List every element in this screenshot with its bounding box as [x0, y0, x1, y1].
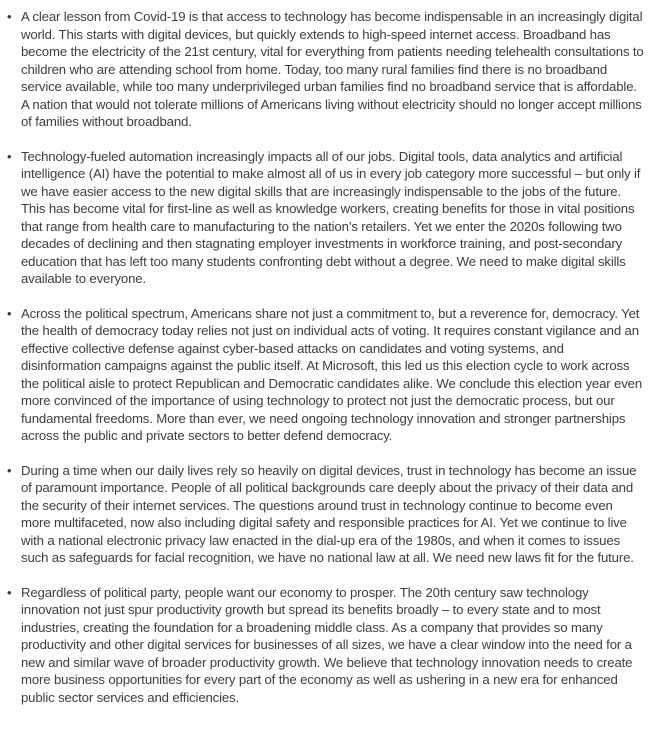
bullet-text: Technology-fueled automation increasingly impacts all of our jobs. Digital tools, data analytics and artificial intelligence (AI) have the potential to make almost all of us in every job category more successful – but only if we have easier access to the new digital skills that are increasingly indispensable to the jobs of the future. This has become vital for first-line as well as knowledge workers, creating benefits for those in vital positions that range from health care to manufacturing to the nation’s retailers. Yet we enter the 2020s following two decades of declining and then stagnating employer investments in workforce training, and post-secondary education that has left too many students confronting debt without a degree. We need to make digital skills available to everyone.	[21, 148, 641, 286]
bullet-item-economy-prosperity	[7, 584, 645, 707]
bullet-dot-icon: •	[7, 305, 12, 321]
bullet-item-trust-privacy	[7, 462, 645, 567]
bullet-item-covid-technology	[7, 8, 645, 131]
bullet-text: Across the political spectrum, Americans share not just a commitment to, but a reverence for, democracy. Yet the health of democracy today relies not just on individual acts of voting. It requires constant vigilance and an effective collective defense against cyber-based attacks on candidates and voting systems, and disinformation campaigns against the public itself. At Microsoft, this led us this election cycle to work across the political aisle to protect Republican and Democratic candidates alike. We conclude this election year even more convinced of the importance of using technology to protect not just the democratic process, but our fundamental freedoms. More than ever, we need ongoing technology innovation and stronger partnerships across the public and private sectors to better defend democracy.	[21, 305, 643, 443]
bullet-text: Regardless of political party, people want our economy to prosper. The 20th century saw technology innovation not just spur productivity growth but spread its benefits broadly – to every state and to most industries, creating the foundation for a broadening middle class. As a company that provides so many productivity and other digital services for businesses of all sizes, we have a clear window into the need for a new and similar wave of broader productivity growth. We believe that technology innovation needs to create more business opportunities for every part of the economy as well as ushering in a new era for enhanced public sector services and efficiencies.	[21, 584, 633, 705]
bullet-item-democracy	[7, 305, 645, 445]
bullet-dot-icon: •	[7, 148, 12, 164]
bullet-dot-icon: •	[7, 9, 12, 24]
bullet-text: During a time when our daily lives rely so heavily on digital devices, trust in technology has become an issue of paramount importance. People of all political backgrounds care deeply about the privacy of their data and the security of their internet services. The questions around trust in technology continue to become even more multifaceted, now also including digital safety and responsible practices for AI. Yet we continue to live with a national electronic privacy law enacted in the dial-up era of the 1980s, and when it comes to issues such as safeguards for facial recognition, we have no national law at all. We need new laws fit for the future.	[21, 462, 637, 565]
bullet-dot-icon: •	[7, 584, 12, 600]
bullet-dot-icon: •	[7, 462, 12, 478]
bullet-item-automation-jobs	[7, 148, 645, 288]
bullet-text: A clear lesson from Covid-19 is that access to technology has become indispensable in an increasingly digital world. This starts with digital devices, but quickly extends to high-speed internet access. Broadband has become the electricity of the 21st century, vital for everything from patients needing telehealth consultations to children who are attending school from home. Today, too many rural families find there is no broadband service available, while too many underprivileged urban families find no broadband service that is affordable. A nation that would not tolerate millions of Americans living without electricity should no longer accept millions of families without broadband.	[21, 9, 644, 129]
